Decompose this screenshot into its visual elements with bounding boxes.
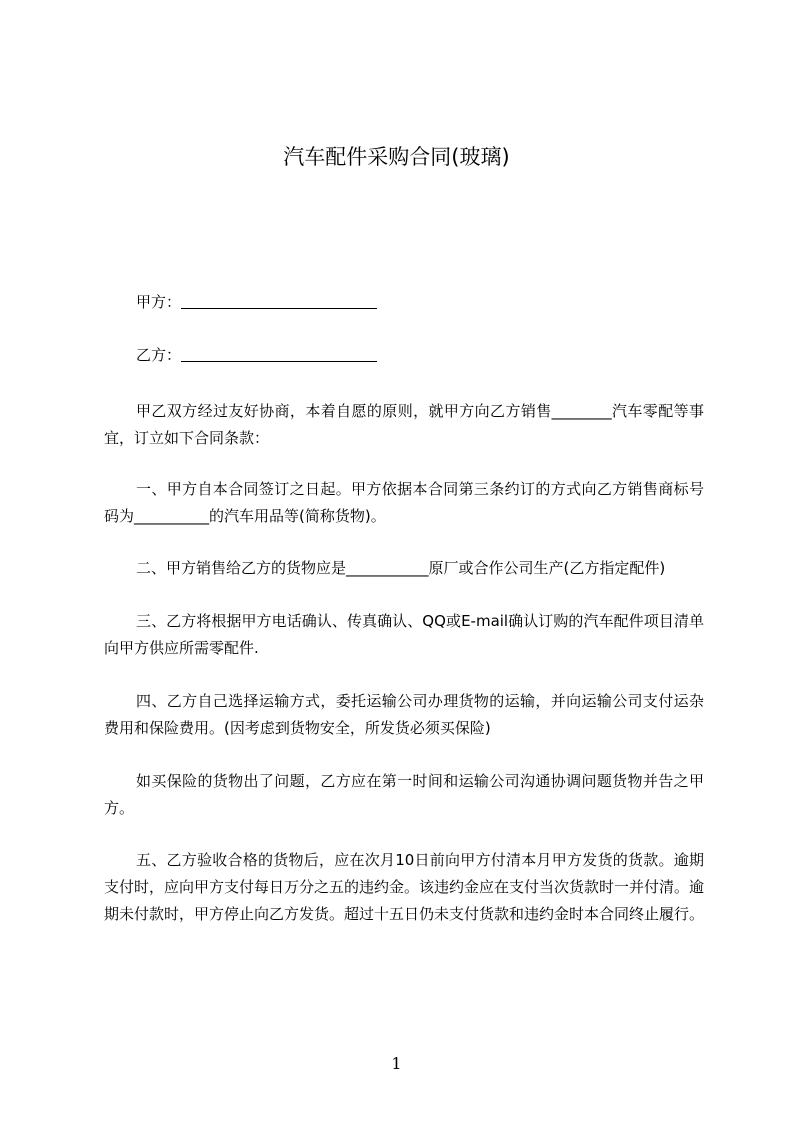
clause-4: 四、乙方自己选择运输方式，委托运输公司办理货物的运输，并向运输公司支付运杂费用和保险费用。(因考虑到货物安全，所发货必须买保险) [104, 692, 704, 737]
party-b-label: 乙方： [136, 346, 182, 364]
party-b-blank [181, 345, 377, 362]
page-number: 1 [391, 1054, 402, 1073]
clause-1: 一、甲方自本合同签订之日起。甲方依据本合同第三条约订的方式向乙方销售商标号码为__________的汽车用品等(简称货物)。 [104, 480, 704, 525]
clause-4-note: 如买保险的货物出了问题，乙方应在第一时间和运输公司沟通协调问题货物并告之甲方。 [104, 772, 704, 817]
intro-paragraph: 甲乙双方经过友好协商，本着自愿的原则，就甲方向乙方销售________汽车零配等事宜，订立如下合同条款： [104, 402, 704, 447]
party-a-label: 甲方： [136, 293, 182, 311]
page-title: 汽车配件采购合同(玻璃) [283, 145, 510, 169]
party-b-line [136, 345, 377, 365]
party-a-line [136, 292, 377, 312]
clause-3: 三、乙方将根据甲方电话确认、传真确认、QQ或E-mail确认订购的汽车配件项目清单向甲方供应所需零配件. [104, 612, 704, 657]
clause-2: 二、甲方销售给乙方的货物应是___________原厂或合作公司生产(乙方指定配件) [136, 559, 666, 577]
clause-5: 五、乙方验收合格的货物后，应在次月10日前向甲方付清本月甲方发货的货款。逾期支付时，应向甲方支付每日万分之五的违约金。该违约金应在支付当次货款时一并付清。逾期未付款时，甲方停止向乙方发货。超过十五日仍未支付货款和违约金时本合同终止履行。 [104, 851, 705, 923]
party-a-blank [181, 292, 377, 309]
